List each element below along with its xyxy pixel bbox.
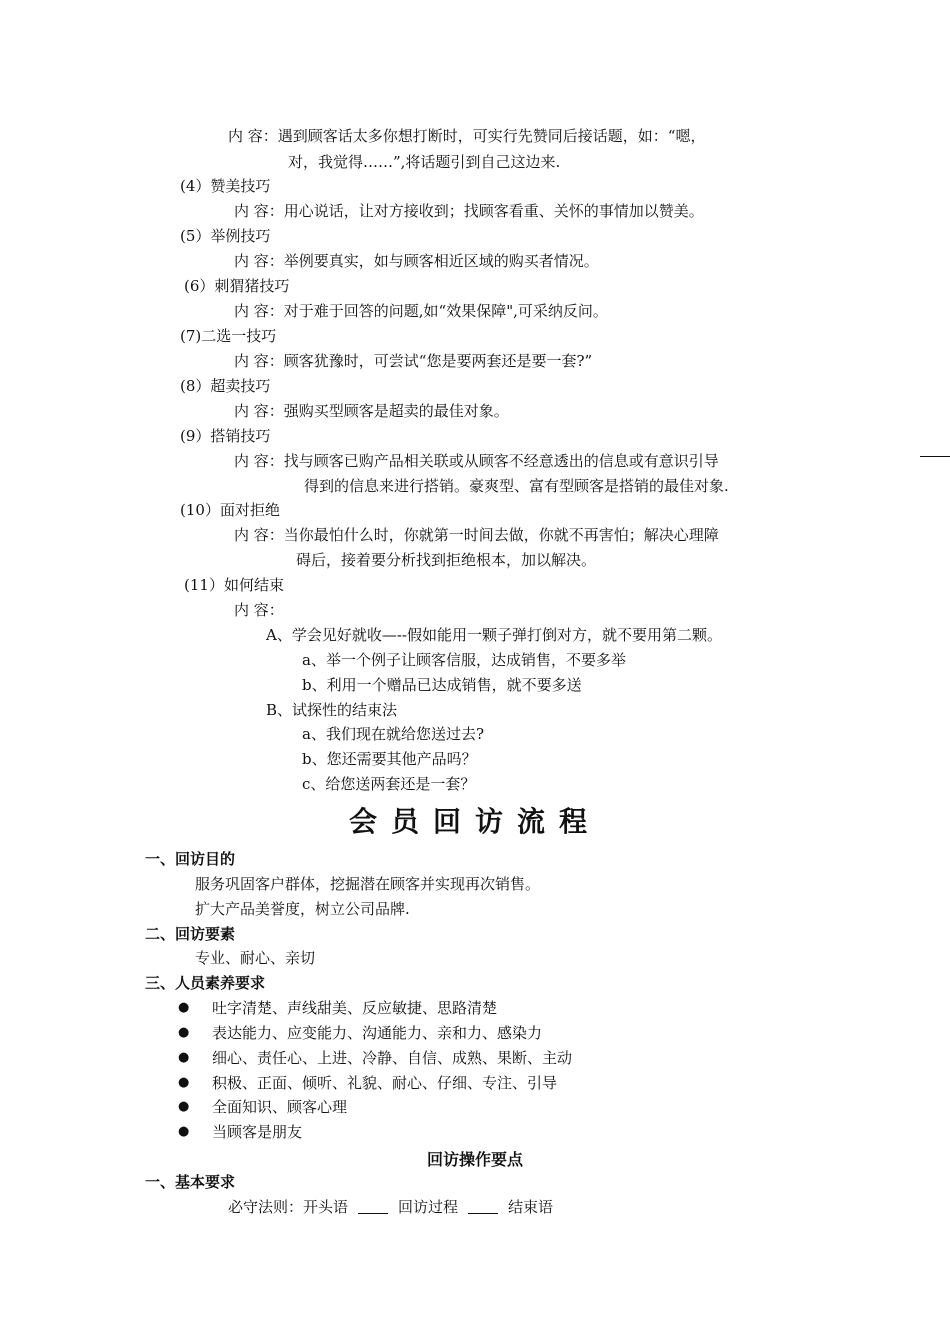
- list-item: 细心、责任心、上进、冷静、自信、成熟、果断、主动: [212, 1049, 573, 1067]
- bullet-icon: ●: [178, 1000, 190, 1015]
- content-line: a、举一个例子让顾客信服，达成销售，不要多举: [302, 651, 626, 669]
- rule-line: [228, 1197, 553, 1217]
- bullet-icon: ●: [178, 1025, 190, 1040]
- content-line: b、利用一个赠品已达成销售，就不要多送: [302, 676, 582, 694]
- list-item: 全面知识、顾客心理: [212, 1098, 348, 1116]
- content-line: 扩大产品美誉度，树立公司品牌.: [195, 900, 410, 918]
- section-subtitle: 回访操作要点: [426, 1150, 523, 1169]
- blank-line: [468, 1199, 498, 1214]
- skill-heading: (7)二选一技巧: [180, 327, 277, 345]
- content-line: 内 容：: [234, 601, 284, 619]
- content-line: 碍后，接着要分析找到拒绝根本，加以解决。: [296, 551, 597, 569]
- list-item: 表达能力、应变能力、沟通能力、亲和力、感染力: [212, 1024, 543, 1042]
- bullet-icon: ●: [178, 1050, 190, 1065]
- list-item: 当顾客是朋友: [212, 1123, 303, 1141]
- content-line: 内 容：找与顾客已购产品相关联或从顾客不经意透出的信息或有意识引导: [234, 452, 719, 470]
- content-line: 对，我觉得……”,将话题引到自己这边来.: [288, 153, 561, 171]
- content-line: 内 容：用心说话，让对方接收到；找顾客看重、关怀的事情加以赞美。: [234, 202, 704, 220]
- page-title: 会员回访流程: [348, 805, 601, 838]
- bullet-icon: ●: [178, 1124, 190, 1139]
- section-heading: 一、基本要求: [145, 1173, 236, 1191]
- bullet-icon: ●: [178, 1099, 190, 1114]
- list-item: 积极、正面、倾听、礼貌、耐心、仔细、专注、引导: [212, 1074, 558, 1092]
- content-line: A、学会见好就收—--假如能用一颗子弹打倒对方，就不要用第二颗。: [266, 626, 722, 644]
- content-line: 内 容：对于难于回答的问题,如“效果保障",可采纳反问。: [234, 302, 608, 320]
- section-heading: 二、回访要素: [145, 925, 236, 943]
- section-heading: 三、人员素养要求: [145, 974, 266, 992]
- blank-line: [358, 1199, 388, 1214]
- page-edge-mark: [920, 456, 950, 457]
- content-line: 服务巩固客户群体，挖掘潜在顾客并实现再次销售。: [195, 875, 541, 893]
- skill-heading: (4）赞美技巧: [180, 177, 271, 195]
- skill-heading: (6）刺猬猪技巧: [184, 277, 290, 295]
- content-line: b、您还需要其他产品吗？: [302, 750, 477, 768]
- bullet-icon: ●: [178, 1075, 190, 1090]
- content-line: a、我们现在就给您送过去?: [302, 725, 484, 743]
- content-line: 内 容：举例要真实，如与顾客相近区域的购买者情况。: [234, 252, 599, 270]
- rule-middle: 回访过程: [398, 1198, 459, 1216]
- content-line: 内 容：遇到顾客话太多你想打断时，可实行先赞同后接话题，如：“嗯，: [228, 127, 706, 145]
- content-line: 得到的信息来进行搭销。豪爽型、富有型顾客是搭销的最佳对象.: [304, 477, 729, 495]
- content-line: 专业、耐心、亲切: [195, 949, 316, 967]
- skill-heading: (5）举例技巧: [180, 227, 271, 245]
- content-line: B、试探性的结束法: [266, 701, 398, 719]
- content-line: 内 容：顾客犹豫时，可尝试“您是要两套还是要一套?”: [234, 352, 593, 370]
- list-item: 吐字清楚、声线甜美、反应敏捷、思路清楚: [212, 999, 498, 1017]
- skill-heading: (8）超卖技巧: [180, 377, 271, 395]
- content-line: 内 容：当你最怕什么时，你就第一时间去做，你就不再害怕；解决心理障: [234, 526, 719, 544]
- content-line: c、给您送两套还是一套？: [302, 775, 476, 793]
- skill-heading: (11）如何结束: [184, 576, 284, 594]
- rule-label: 必守法则：开头语: [228, 1198, 349, 1216]
- skill-heading: (9）搭销技巧: [180, 427, 271, 445]
- rule-end: 结束语: [508, 1198, 554, 1216]
- section-heading: 一、回访目的: [145, 850, 236, 868]
- content-line: 内 容：强购买型顾客是超卖的最佳对象。: [234, 402, 509, 420]
- skill-heading: (10）面对拒绝: [180, 501, 280, 519]
